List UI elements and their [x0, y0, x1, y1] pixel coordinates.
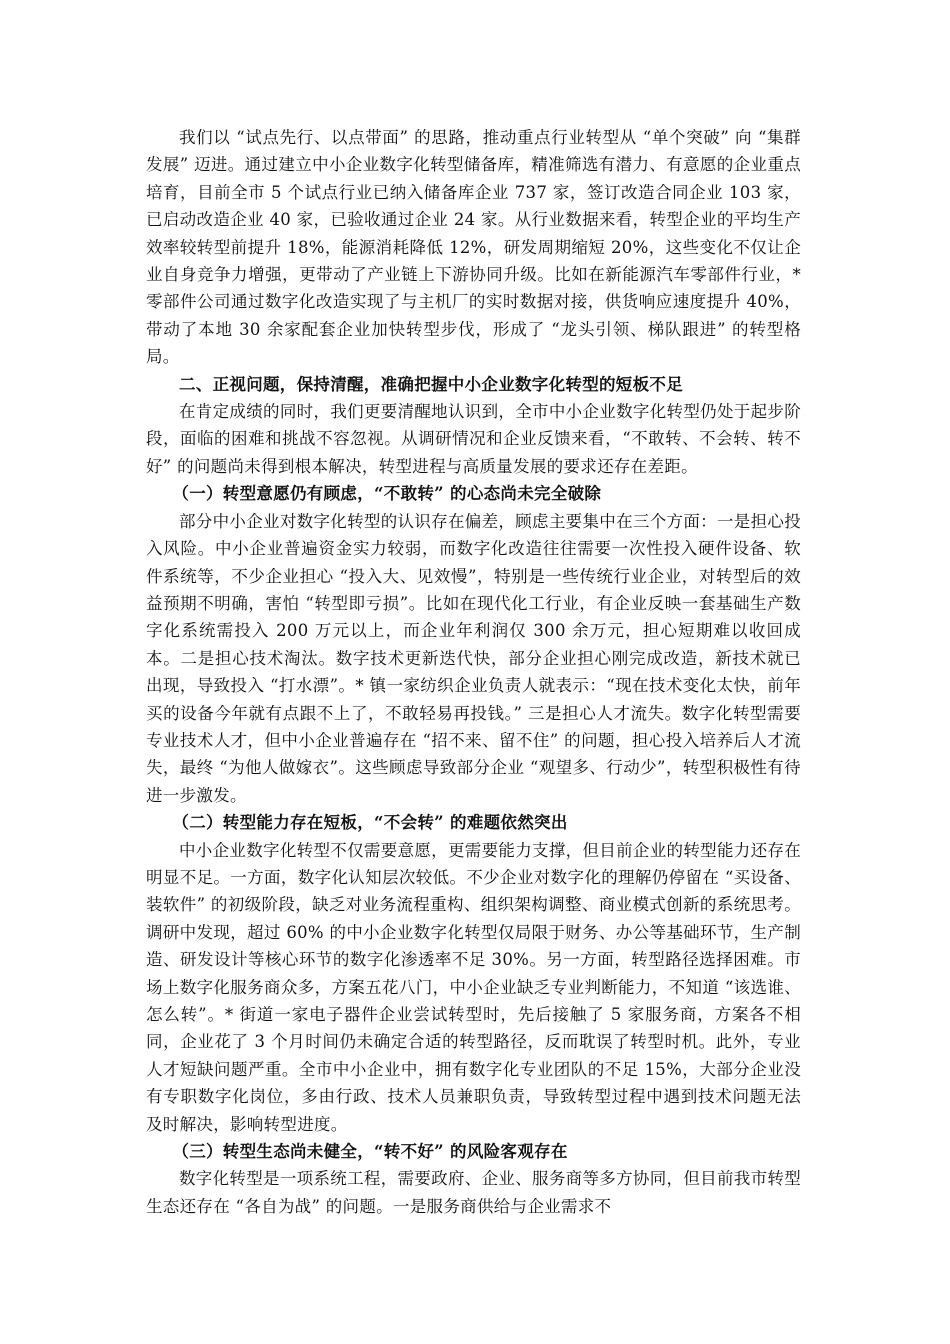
subheading-capability: （二）转型能力存在短板，“不会转” 的难题依然突出	[172, 813, 568, 833]
paragraph-pilot-results: 我们以 “试点先行、以点带面” 的思路，推动重点行业转型从 “单个突破” 向 “集群发展” 迈进。通过建立中小企业数字化转型储备库，精准筛选有潜力、有意愿的企业重点培育，目前全市 5 个试点行业已纳入储备库企业 737 家，签订改造合同企业 103 家，已启动改造企业 40 家，已验收通过企业 24 家。从行业数据来看，转型企业的平均生产效率较转型前提升 18%，能源消耗降低 12%，研发周期缩短 20%，这些变化不仅让企业自身竞争力增强，更带动了产业链上下游协同升级。比如在新能源汽车零部件行业，* 零部件公司通过数字化改造实现了与主机厂的实时数据对接，供货响应速度提升 40%，带动了本地 30 余家配套企业加快转型步伐，形成了 “龙头引领、梯队跟进” 的转型格局。	[146, 128, 801, 367]
subheading-willingness: （一）转型意愿仍有顾虑，“不敢转” 的心态尚未完全破除	[172, 484, 602, 504]
document-page	[146, 124, 801, 1220]
subheading-ecosystem: （三）转型生态尚未健全，“转不好” 的风险客观存在	[172, 1142, 568, 1162]
paragraph-problems-intro: 在肯定成绩的同时，我们更要清醒地认识到，全市中小企业数字化转型仍处于起步阶段，面临的困难和挑战不容忽视。从调研情况和企业反馈来看，“不敢转、不会转、转不好” 的问题尚未得到根本解决，转型进程与高质量发展的要求还存在差距。	[146, 402, 801, 476]
paragraph-capability: 中小企业数字化转型不仅需要意愿，更需要能力支撑，但目前企业的转型能力还存在明显不足。一方面，数字化认知层次较低。不少企业对数字化的理解仍停留在 “买设备、装软件” 的初级阶段，缺乏对业务流程重构、组织架构调整、商业模式创新的系统思考。调研中发现，超过 60% 的中小企业数字化转型仅局限于财务、办公等基础环节，生产制造、研发设计等核心环节的数字化渗透率不足 30%。另一方面，转型路径选择困难。市场上数字化服务商众多，方案五花八门，中小企业缺乏专业判断能力，不知道 “该选谁、怎么转”。* 街道一家电子器件企业尝试转型时，先后接触了 5 家服务商，方案各不相同，企业花了 3 个月时间仍未确定合适的转型路径，反而耽误了转型时机。此外，专业人才短缺问题严重。全市中小企业中，拥有数字化专业团队的不足 15%，大部分企业没有专职数字化岗位，多由行政、技术人员兼职负责，导致转型过程中遇到技术问题无法及时解决，影响转型进度。	[146, 840, 801, 1134]
paragraph-willingness: 部分中小企业对数字化转型的认识存在偏差，顾虑主要集中在三个方面：一是担心投入风险。中小企业普遍资金实力较弱，而数字化改造往往需要一次性投入硬件设备、软件系统等，不少企业担心 “投入大、见效慢”，特别是一些传统行业企业，对转型后的效益预期不明确，害怕 “转型即亏损”。比如在现代化工行业，有企业反映一套基础生产数字化系统需投入 200 万元以上，而企业年利润仅 300 余万元，担心短期难以收回成本。二是担心技术淘汰。数字技术更新迭代快，部分企业担心刚完成改造，新技术就已出现，导致投入 “打水漂”。* 镇一家纺织企业负责人就表示：“现在技术变化太快，前年买的设备今年就有点跟不上了，不敢轻易再投钱。” 三是担心人才流失。数字化转型需要专业技术人才，但中小企业普遍存在 “招不来、留不住” 的问题，担心投入培养后人才流失，最终 “为他人做嫁衣”。这些顾虑导致部分企业 “观望多、行动少”，转型积极性有待进一步激发。	[146, 511, 801, 805]
paragraph-ecosystem: 数字化转型是一项系统工程，需要政府、企业、服务商等多方协同，但目前我市转型生态还存在 “各自为战” 的问题。一是服务商供给与企业需求不	[146, 1169, 801, 1216]
section-heading-problems: 二、正视问题，保持清醒，准确把握中小企业数字化转型的短板不足	[179, 374, 683, 394]
